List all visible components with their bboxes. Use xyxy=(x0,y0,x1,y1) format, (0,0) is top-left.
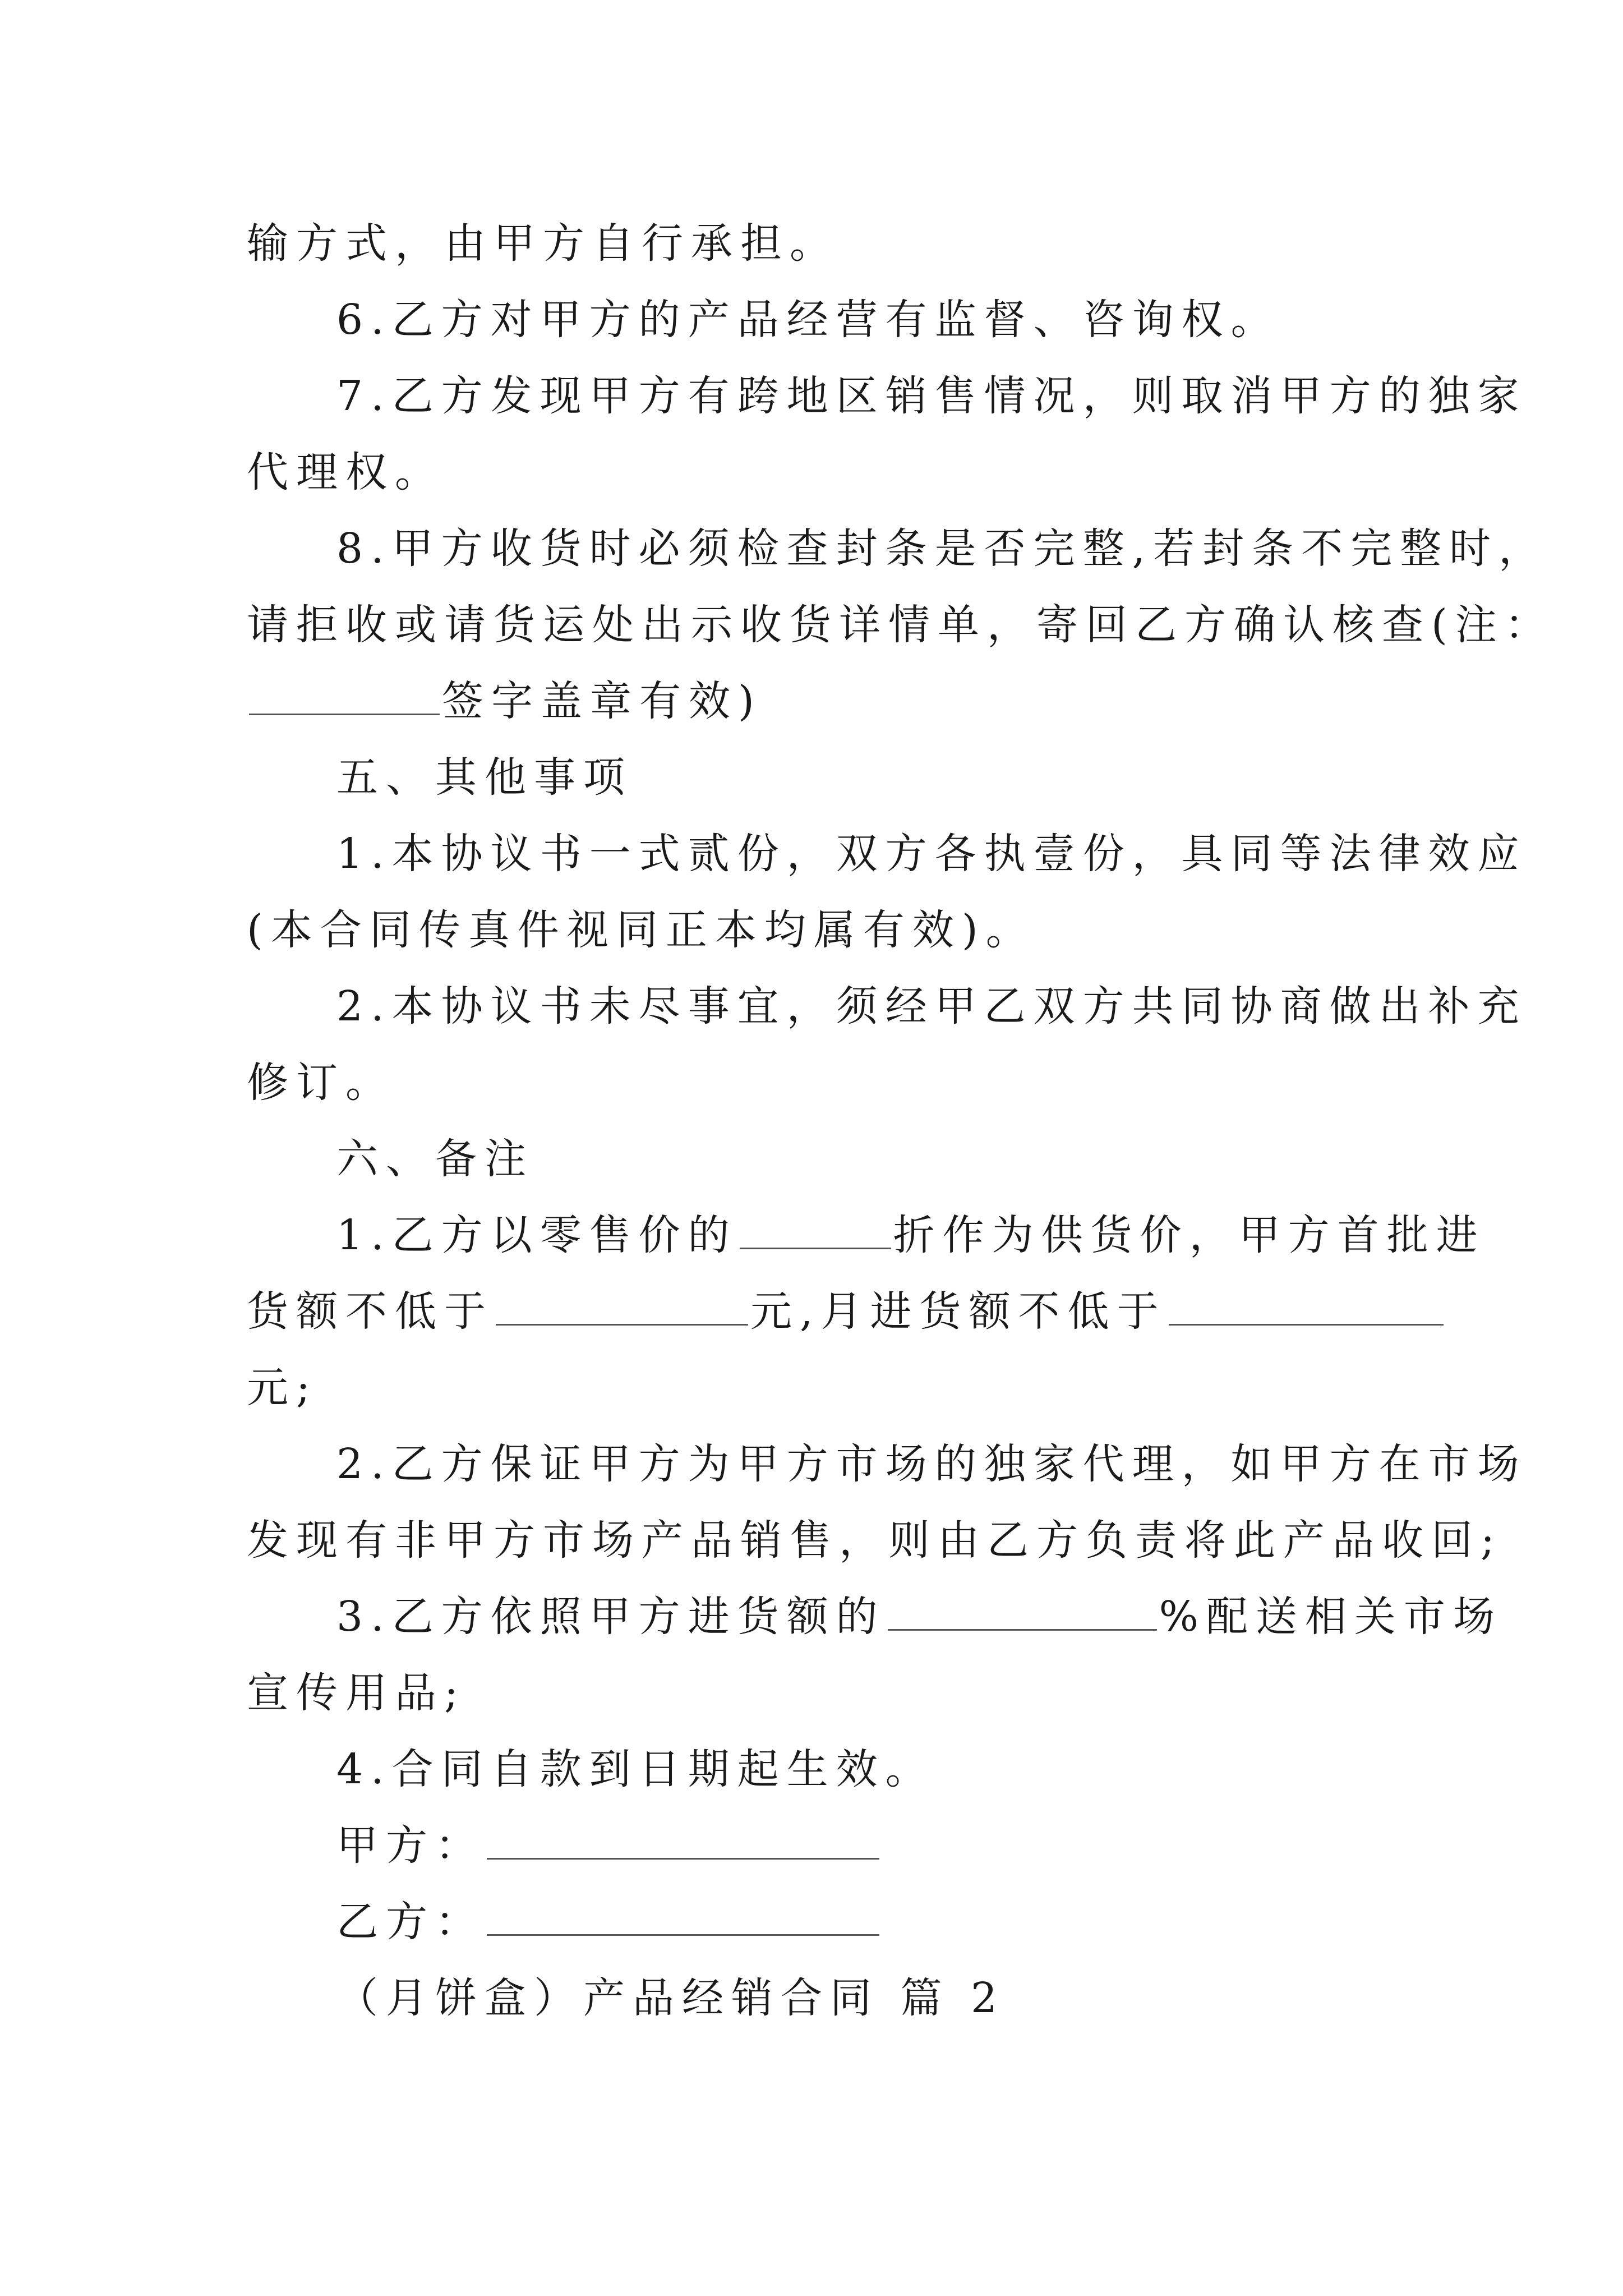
text-line-signature-note xyxy=(247,662,1391,740)
text-line: 请拒收或请货运处出示收货详情单，寄回乙方确认核查(注： xyxy=(247,601,1554,649)
next-section-title: （月饼盒）产品经销合同 篇 2 xyxy=(336,1974,1006,2022)
section-heading-5: 五、其他事项 xyxy=(336,753,633,802)
fill-in-blank[interactable] xyxy=(249,681,440,715)
item-1: 1.本协议书一式贰份，双方各执壹份，具同等法律效应 xyxy=(336,830,1527,878)
party-label: 乙方： xyxy=(336,1898,485,1946)
text-line: (本合同传真件视同正本均属有效)。 xyxy=(247,906,1035,954)
party-label: 甲方： xyxy=(336,1821,485,1870)
line-text: 货额不低于 xyxy=(247,1287,494,1336)
line-text: 元,月进货额不低于 xyxy=(750,1287,1166,1336)
text-line: 发现有非甲方市场产品销售，则由乙方负责将此产品收回; xyxy=(247,1516,1502,1565)
party-a-signature xyxy=(336,1806,1391,1885)
text-line: 修订。 xyxy=(247,1059,395,1107)
first-order-amount-blank[interactable] xyxy=(496,1291,748,1326)
text-line: 代理权。 xyxy=(247,448,444,496)
remark-3 xyxy=(336,1577,1502,1656)
party-b-signature xyxy=(336,1883,1391,1961)
clause-7: 7.乙方发现甲方有跨地区销售情况，则取消甲方的独家 xyxy=(336,372,1527,420)
text-line-amounts xyxy=(247,1272,1391,1351)
item-2: 2.本协议书未尽事宜，须经甲乙双方共同协商做出补充 xyxy=(336,982,1527,1030)
line-text: 签字盖章有效) xyxy=(442,677,762,725)
discount-blank[interactable] xyxy=(740,1215,891,1249)
remark-1 xyxy=(336,1196,1486,1274)
clause-6: 6.乙方对甲方的产品经营有监督、咨询权。 xyxy=(336,296,1280,344)
text-line: 宣传用品; xyxy=(247,1669,466,1717)
line-text: 折作为供货价，甲方首批进 xyxy=(893,1211,1486,1259)
section-heading-6: 六、备注 xyxy=(336,1135,534,1183)
text-line: 输方式，由甲方自行承担。 xyxy=(247,219,839,268)
party-b-blank[interactable] xyxy=(487,1902,879,1936)
clause-8: 8.甲方收货时必须检查封条是否完整,若封条不完整时， xyxy=(336,524,1548,573)
remark-4: 4.合同自款到日期起生效。 xyxy=(336,1745,935,1793)
party-a-blank[interactable] xyxy=(487,1825,879,1860)
text-line: 元; xyxy=(247,1364,318,1412)
monthly-amount-blank[interactable] xyxy=(1169,1291,1444,1326)
remark-2: 2.乙方保证甲方为甲方市场的独家代理，如甲方在市场 xyxy=(336,1440,1527,1488)
line-text: 1.乙方以零售价的 xyxy=(336,1211,737,1259)
line-text: %配送相关市场 xyxy=(1159,1593,1502,1641)
percentage-blank[interactable] xyxy=(888,1596,1157,1631)
line-text: 3.乙方依照甲方进货额的 xyxy=(336,1593,886,1641)
